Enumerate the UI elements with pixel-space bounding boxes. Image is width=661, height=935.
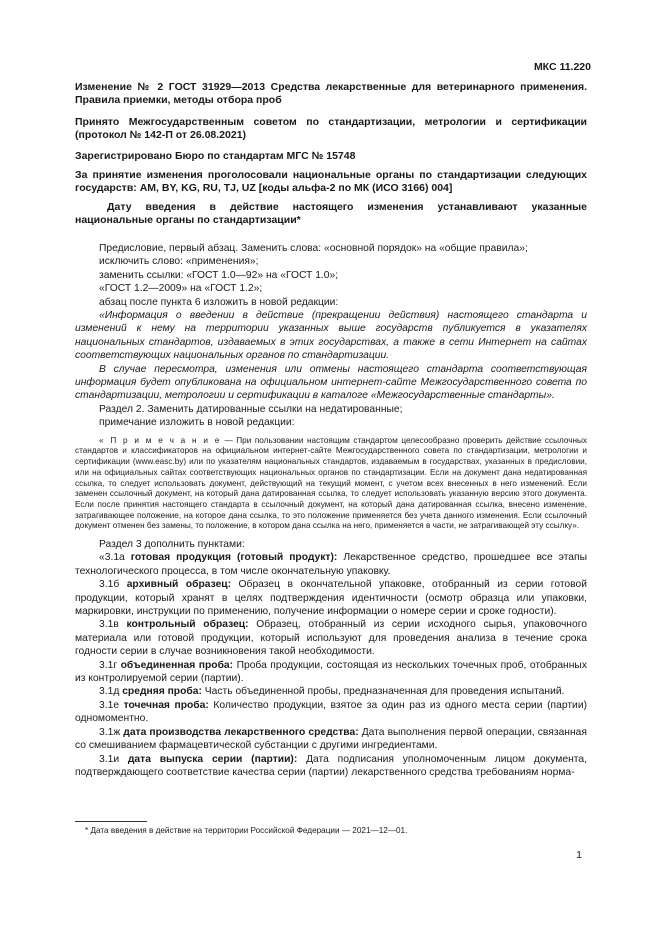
term-text: Лекарственное средство, прошедшее все этапы технологического процесса, в том числе окончательную упаковку. <box>75 552 587 577</box>
term-name: архивный образец: <box>126 579 232 591</box>
effective-date-statement <box>75 201 587 227</box>
adopted-text: Принято Межгосударственным советом по стандартизации, метрологии и сертификации (протокол № 142-П от 26.08.2021) <box>75 116 587 142</box>
term-definition <box>75 578 587 618</box>
footnote-divider <box>75 821 147 822</box>
footnote: * Дата введения в действие на территории Российской Федерации — 2021—12—01. <box>85 826 408 835</box>
term-definition <box>75 659 587 686</box>
term-name: дата выпуска серии (партии): <box>127 753 298 765</box>
term-definition <box>75 699 587 726</box>
term-name: дата производства лекарственного средства: <box>123 726 359 738</box>
adopted-statement <box>75 116 587 142</box>
body-line: Раздел 2. Заменить датированные ссылки на недатированные; <box>99 403 403 415</box>
term-number: 3.1и <box>99 753 120 765</box>
body-line: Предисловие, первый абзац. Заменить слова: «основной порядок» на «общие правила»; <box>99 243 528 254</box>
term-text: Количество продукции, взятое за один раз из одного места серии (партии) одномоментно. <box>75 699 587 725</box>
term-definition <box>75 685 587 698</box>
note-label: « П р и м е ч а н и е <box>99 435 221 445</box>
term-number: 3.1д <box>99 686 120 698</box>
term-text: Часть объединенной пробы, предназначенная для проведения испытаний. <box>201 686 565 698</box>
note-text: — При пользовании настоящим стандартом целесообразно проверить действие ссылочных стандартов и классификаторов на официальном интернет-сайте Межгосударственного совета по стандартизации, метрологии и сертификации (www.easc.by) или по указателям национальных стандартов, издаваемым в государствах, указанных в предисловии, или на официальных сайтах соответствующих национальных органов по стандартизации. Если на документ дана недатированная ссылка, то следует использовать документ, действующий на текущий момент, с учетом всех внесенных в него изменений. Если заменен ссылочный документ, на который дана датированная ссылка, то следует использовать указанную версию этого документа. Если после принятия настоящего стандарта в ссылочный документ, на который дана датированная ссылка, внесено изменение, затрагивающее положение, на которое дана ссылка, то это положение применяется без учета данного изменения. Если ссылочный документ отменен без замены, то положение, в котором дана ссылка на него, применяется в части, не затрагивающей эту ссылку». <box>75 435 587 531</box>
registered-text: Зарегистрировано Бюро по стандартам МГС № 15748 <box>75 150 356 162</box>
term-definition <box>75 753 587 780</box>
body-line: абзац после пункта 6 изложить в новой редакции: <box>99 296 339 308</box>
voted-text: За принятие изменения проголосовали национальные органы по стандартизации следующих государств: AM, BY, KG, RU, TJ, UZ [коды альфа-2 по МК (ИСО 3166) 004] <box>75 169 587 195</box>
body-line: Раздел 3 дополнить пунктами: <box>99 539 245 551</box>
term-name: готовая продукция (готовый продукт): <box>130 552 338 564</box>
amendment-title-text: Изменение № 2 ГОСТ 31929—2013 Средства лекарственные для ветеринарного применения. Правила приемки, методы отбора проб <box>75 81 587 107</box>
term-number: 3.1е <box>99 699 120 711</box>
body-line: примечание изложить в новой редакции: <box>99 417 295 429</box>
italic-paragraph: В случае пересмотра, изменения или отмены настоящего стандарта соответствующая информация будет опубликована на официальном интернет-сайте Межгосударственного совета по стандартизации, метрологии и сертификации в каталоге «Межгосударственные стандарты». <box>75 363 587 402</box>
term-text: Образец, отобранный из серии исходного сырья, упаковочного материала или готовой продукции, который используют для проведения анализа в течение срока годности серии в случае возникновения такой необходимости. <box>75 619 587 658</box>
note-paragraph <box>75 436 587 532</box>
term-text: Образец в окончательной упаковке, отобранный из серии готовой продукции, который хранят в целях подтверждения идентичности (осмотр образца или упаковки, маркировки, инструкции по применению, получение информации о номере серии и сроке годности). <box>75 579 587 618</box>
term-number: 3.1ж <box>99 726 121 738</box>
term-definition <box>75 618 587 658</box>
term-name: контрольный образец: <box>126 619 249 631</box>
italic-paragraph: «Информация о введении в действие (прекращении действия) настоящего стандарта и изменений к нему на территории указанных выше государств публикуется в указателях национальных стандартов, издаваемых в этих государствах, а также в сети Интернет на сайтах соответствующих национальных органов по стандартизации. <box>75 310 587 362</box>
term-text: Дата подписания уполномоченным лицом документа, подтверждающего соответствие качества серии (партии) лекарственного средства требованиям норма- <box>75 753 587 778</box>
effective-date-text: Дату введения в действие настоящего изменения устанавливают указанные национальные органы по стандартизации* <box>75 201 587 227</box>
amendment-title <box>75 81 587 107</box>
body-line: заменить ссылки: «ГОСТ 1.0—92» на «ГОСТ 1.0»; <box>99 269 339 281</box>
term-name: средняя проба: <box>122 686 202 698</box>
term-number: «3.1а <box>99 552 125 564</box>
term-name: точечная проба: <box>123 699 209 711</box>
body-line: исключить слово: «применения»; <box>99 256 259 268</box>
term-name: объединенная проба: <box>120 659 234 671</box>
term-text: Дата выполнения первой операции, связанная со смешиванием фармацевтической субстанции с другими ингредиентами. <box>75 726 587 752</box>
voting-statement <box>75 169 587 195</box>
body-line: «ГОСТ 1.2—2009» на «ГОСТ 1.2»; <box>99 283 263 295</box>
amendment-body <box>75 242 587 779</box>
term-number: 3.1б <box>99 579 120 591</box>
registration-statement <box>75 150 587 163</box>
term-text: Проба продукции, состоящая из нескольких точечных проб, отобранных из контролируемой серии (партии). <box>75 659 587 685</box>
term-number: 3.1в <box>99 619 119 631</box>
page-number: 1 <box>576 849 582 861</box>
term-number: 3.1г <box>99 659 118 671</box>
term-definition <box>75 726 587 753</box>
mks-code: МКС 11.220 <box>533 61 591 73</box>
term-definition <box>75 551 587 578</box>
